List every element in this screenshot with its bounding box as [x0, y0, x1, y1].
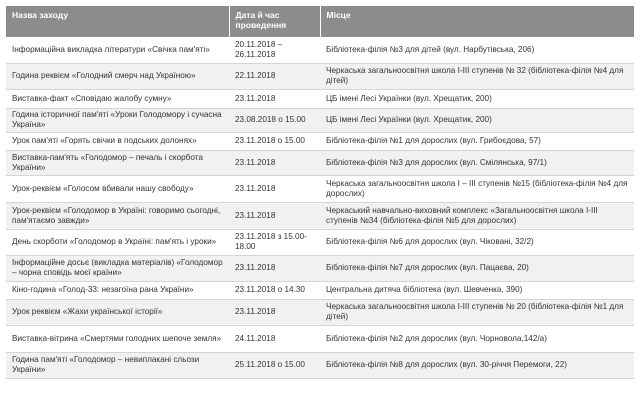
event-date-cell: 23.08.2018 о 15.00: [229, 108, 320, 132]
event-date-cell: 23.11.2018: [229, 150, 320, 175]
table-row: [6, 175, 634, 202]
event-place-cell: ЦБ імені Лесі Українки (вул. Хрещатик, 200): [320, 89, 634, 108]
table-row: [6, 37, 634, 63]
event-place-cell: Черкаська загальноосвітня школа І – ІІІ ступенів №15 (бібліотека-філія №4 для дорослих): [320, 175, 634, 202]
table-row: [6, 299, 634, 325]
table-row: [6, 229, 634, 255]
event-place-cell: Черкаський навчально-виховний комплекс «Загальноосвітня школа І-ІІІ ступенів №34 (бібліотека-філія №5 для дорослих): [320, 202, 634, 229]
table-row: [6, 89, 634, 108]
event-name-cell: Урок реквієм «Жахи української історії»: [6, 299, 229, 325]
header-place: Місце: [320, 6, 634, 37]
event-date-cell: 23.11.2018 о 14.30: [229, 281, 320, 299]
events-table: [6, 6, 634, 379]
table-row: [6, 150, 634, 175]
event-name-cell: Година реквієм «Голодний смерч над Україною»: [6, 63, 229, 89]
table-row: [6, 255, 634, 281]
table-row: [6, 325, 634, 352]
event-name-cell: Урок пам'яті «Горять свічки в подських долонях»: [6, 132, 229, 150]
event-place-cell: Бібліотека-філія №7 для дорослих (вул. Пацаєва, 20): [320, 255, 634, 281]
event-name-cell: Інформаційна викладка літератури «Свічка пам'яті»: [6, 37, 229, 63]
event-date-cell: 25.11.2018 о 15.00: [229, 352, 320, 378]
header-event-name: Назва заходу: [6, 6, 229, 37]
event-name-cell: Година пам'яті «Голодомор – невиплакані сльози України»: [6, 352, 229, 378]
event-name-cell: Урок-реквієм «Голодомор в Україні: говоримо сьогодні, пам'ятаємо завжди»: [6, 202, 229, 229]
events-table-container: [6, 6, 634, 379]
event-date-cell: 23.11.2018: [229, 299, 320, 325]
event-place-cell: Бібліотека-філія №2 для дорослих (вул. Чорновола,142/а): [320, 325, 634, 352]
table-row: [6, 132, 634, 150]
table-row: [6, 108, 634, 132]
event-place-cell: Бібліотека-філія №1 для дорослих (вул. Грибоєдова, 57): [320, 132, 634, 150]
table-row: [6, 352, 634, 378]
event-name-cell: Урок-реквієм «Голосом вбивали нашу свободу»: [6, 175, 229, 202]
event-place-cell: Бібліотека-філія №3 для дорослих (вул. Смілянська, 97/1): [320, 150, 634, 175]
event-date-cell: 23.11.2018 з 15.00-18.00: [229, 229, 320, 255]
event-name-cell: Виставка-факт «Сповідаю жалобу сумну»: [6, 89, 229, 108]
event-name-cell: Виставка-вітрина «Смертями голодних шепоче земля»: [6, 325, 229, 352]
event-name-cell: Година історичної пам'яті «Уроки Голодомору і сучасна Україна»: [6, 108, 229, 132]
event-place-cell: ЦБ імені Лесі Українки (вул. Хрещатик, 200): [320, 108, 634, 132]
event-date-cell: 20.11.2018 – 26.11.2018: [229, 37, 320, 63]
event-place-cell: Бібліотека-філія №3 для дітей (вул. Нарбутівська, 206): [320, 37, 634, 63]
event-place-cell: Бібліотека-філія №6 для дорослих (вул. Чіковані, 32/2): [320, 229, 634, 255]
event-date-cell: 22.11.2018: [229, 63, 320, 89]
event-place-cell: Черкаська загальноосвітня школа І-ІІІ ступенів № 20 (бібліотека-філія №1 для дітей): [320, 299, 634, 325]
table-row: [6, 63, 634, 89]
event-name-cell: Інформаційне досьє (викладка матеріалів) «Голодомор – чорна сповідь моєї країни»: [6, 255, 229, 281]
event-name-cell: День скорботи «Голодомор в Україні: пам'ять і уроки»: [6, 229, 229, 255]
event-place-cell: Черкаська загальноосвітня школа І-ІІІ ступенів № 32 (бібліотека-філія №4 для дітей): [320, 63, 634, 89]
event-name-cell: Кіно-година «Голод-33: незагоїна рана України»: [6, 281, 229, 299]
event-date-cell: 23.11.2018: [229, 202, 320, 229]
table-row: [6, 281, 634, 299]
event-place-cell: Центральна дитяча бібліотека (вул. Шевченка, 390): [320, 281, 634, 299]
event-place-cell: Бібліотека-філія №8 для дорослих (вул. 30-річчя Перемоги, 22): [320, 352, 634, 378]
event-name-cell: Виставка-пам'ять «Голодомор – печаль і скорбота України»: [6, 150, 229, 175]
table-row: [6, 202, 634, 229]
event-date-cell: 23.11.2018: [229, 255, 320, 281]
table-header-row: [6, 6, 634, 37]
event-date-cell: 24.11.2018: [229, 325, 320, 352]
event-date-cell: 23.11.2018: [229, 89, 320, 108]
event-date-cell: 23.11.2018: [229, 175, 320, 202]
event-date-cell: 23.11.2018 о 15.00: [229, 132, 320, 150]
header-date-time: Дата й час проведення: [229, 6, 320, 37]
